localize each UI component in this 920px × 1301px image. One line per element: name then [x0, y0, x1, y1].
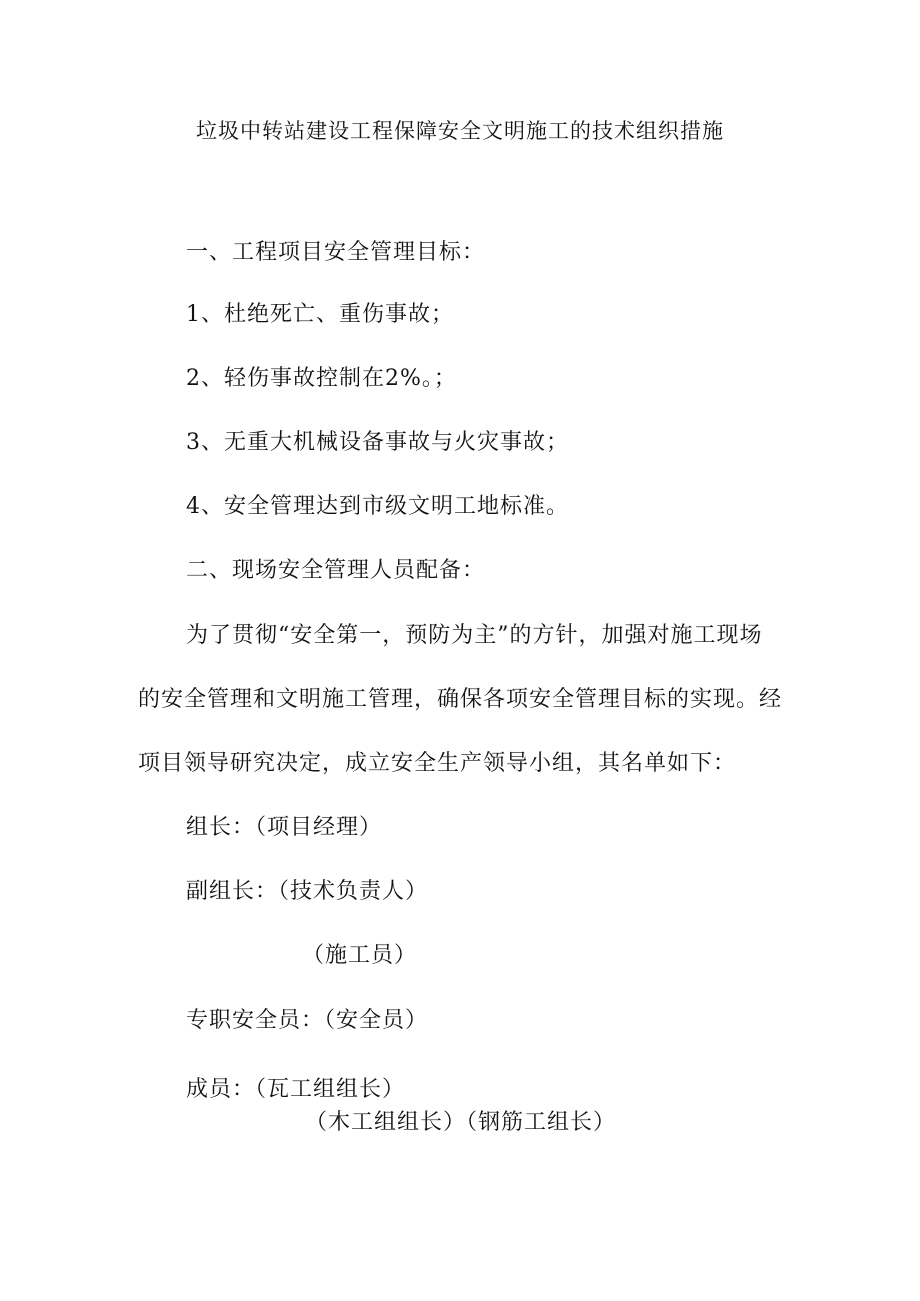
roster-members-extra: （木工组组长）（钢筋工组长）: [305, 1110, 617, 1135]
goal-item-4: 4、安全管理达到市级文明工地标准。: [186, 494, 569, 519]
roster-deputy: 副组长：（技术负责人）: [186, 879, 429, 904]
goal-item-2: 2、轻伤事故控制在2%。；: [186, 366, 457, 391]
roster-members: 成员：（瓦工组组长）: [186, 1077, 406, 1102]
paragraph-line-2: 的安全管理和文明施工管理，确保各项安全管理目标的实现。经: [138, 687, 783, 712]
roster-leader: 组长：（项目经理）: [186, 815, 383, 840]
goal-item-3: 3、无重大机械设备事故与火灾事故；: [186, 430, 569, 455]
roster-safety-officer: 专职安全员：（安全员）: [186, 1008, 429, 1033]
goal-item-1: 1、杜绝死亡、重伤事故；: [186, 302, 454, 327]
paragraph-line-3: 项目领导研究决定，成立安全生产领导小组，其名单如下：: [138, 751, 737, 776]
section-2-heading: 二、现场安全管理人员配备：: [186, 558, 486, 583]
roster-deputy-extra: （施工员）: [302, 943, 418, 968]
paragraph-line-1: 为了贯彻“安全第一，预防为主”的方针，加强对施工现场: [186, 623, 763, 648]
document-title: 垃圾中转站建设工程保障安全文明施工的技术组织措施: [196, 119, 724, 143]
section-1-heading: 一、工程项目安全管理目标：: [186, 240, 486, 265]
